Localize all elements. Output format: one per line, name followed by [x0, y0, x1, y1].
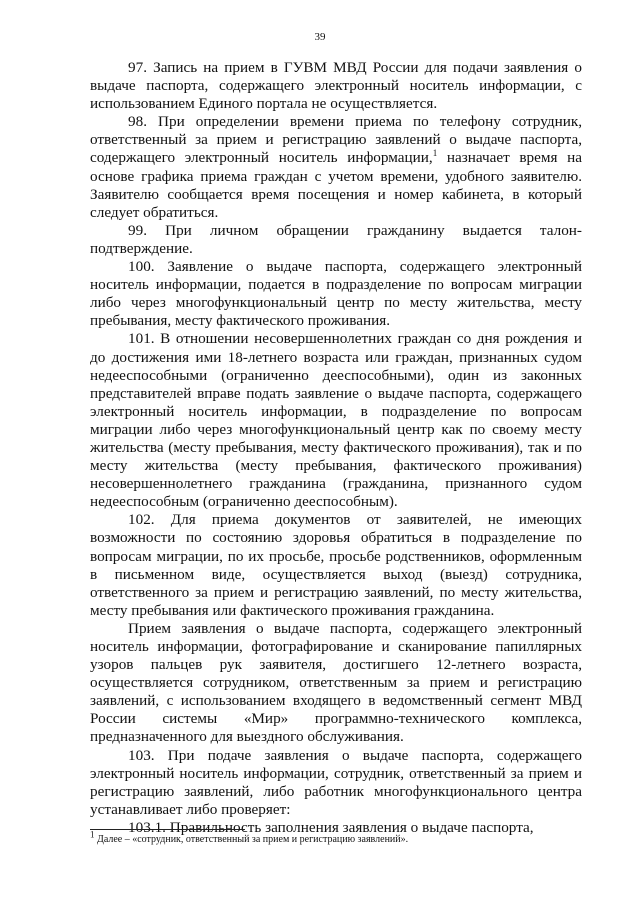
footnote-separator: [90, 829, 245, 830]
paragraph-100: 100. Заявление о выдаче паспорта, содержащего электронный носитель информации, подается в подразделение по вопросам миграции либо через многофункциональный центр по месту жительства, месту пребывания, месту фактического проживания.: [90, 258, 582, 330]
paragraph-102-continued: Прием заявления о выдаче паспорта, содержащего электронный носитель информации, фотографирование и сканирование папиллярных узоров пальцев рук заявителя, достигшего 12-летнего возраста, осуществляется сотрудником, ответственным за прием и регистрацию заявлений, с использованием входящего в ведомственный сегмент МВД России системы «Мир» программно-технического комплекса, предназначенного для выездного обслуживания.: [90, 619, 582, 746]
paragraph-99: 99. При личном обращении гражданину выдается талон-подтверждение.: [90, 221, 582, 257]
footnote: [90, 829, 582, 846]
paragraph-98-text: 98. При определении времени приема по телефону сотрудник, ответственный за прием и регистрацию заявлений о выдаче паспорта, содержащего электронный носитель информации,: [90, 113, 582, 167]
document-body: [90, 59, 582, 837]
footnote-text: Далее – «сотрудник, ответственный за прием и регистрацию заявлений».: [94, 834, 409, 845]
paragraph-101: 101. В отношении несовершеннолетних граждан со дня рождения и до достижения ими 18-летнего возраста или граждан, признанных судом недееспособными (ограниченно дееспособными), один из законных представителей вправе подать заявление о выдаче паспорта, содержащего электронный носитель информации, в подразделение по вопросам миграции либо через многофункциональный центр как по своему месту жительства (месту пребывания, месту фактического проживания), так и по месту жительства (месту пребывания, фактического проживания) несовершеннолетнего гражданина (гражданина, признанного судом недееспособным (ограниченно дееспособным).: [90, 330, 582, 511]
footnote-reference: 1: [432, 148, 438, 159]
paragraph-103-1: 103.1. Правильность заполнения заявления о выдаче паспорта,: [128, 818, 534, 836]
paragraph-98: [90, 113, 582, 222]
paragraph-98-text-continued: назначает время на основе графика приема граждан с учетом времени, удобного заявителю. Заявителю сообщается время посещения и номер кабинета, в который следует обратиться.: [90, 149, 583, 221]
page-number: 39: [314, 31, 326, 43]
paragraph-97: 97. Запись на прием в ГУВМ МВД России для подачи заявления о выдаче паспорта, содержащего электронный носитель информации, с использованием Единого портала не осуществляется.: [90, 59, 582, 113]
paragraph-103: 103. При подаче заявления о выдаче паспорта, содержащего электронный носитель информации, сотрудник, ответственный за прием и регистрацию заявлений, либо работник многофункционального центра устанавливает либо проверяет:: [90, 746, 582, 818]
footnote-marker: 1: [90, 829, 95, 840]
paragraph-102: 102. Для приема документов от заявителей, не имеющих возможности по состоянию здоровья обратиться в подразделение по вопросам миграции, по их просьбе, просьбе родственников, оформленным в письменном виде, осуществляется выход (выезд) сотрудника, ответственного за прием и регистрацию заявлений, по месту жительства, месту пребывания или фактического проживания гражданина.: [90, 511, 582, 619]
